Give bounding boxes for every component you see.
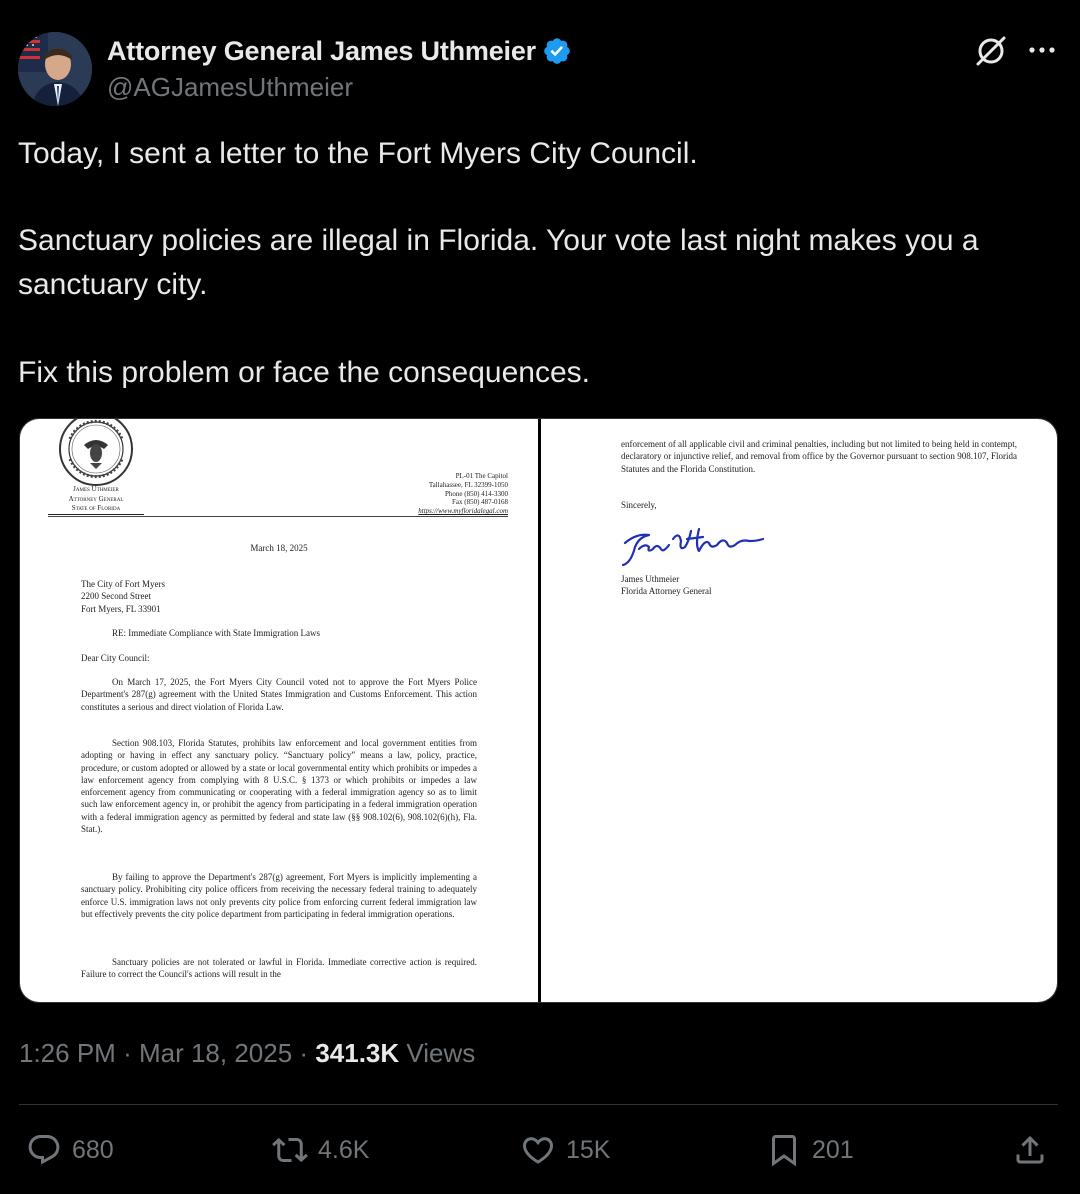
bookmark-count: 201 bbox=[812, 1135, 854, 1164]
repost-icon bbox=[272, 1132, 308, 1168]
reply-count: 680 bbox=[72, 1135, 114, 1164]
avatar[interactable] bbox=[18, 32, 92, 106]
repost-button[interactable] bbox=[272, 1128, 369, 1172]
letter-paragraph: By failing to approve the Department's 287(g) agreement, Fort Myers is implicitly implementing a sanctuary policy. Prohibiting city police officers from receiving the necessary federal training to adequately enforce U.S. immigration laws not only prevents city police from enforcing current federal immigration law but effectively prevents the city police department from participating in federal immigration operations. bbox=[81, 872, 477, 919]
author-name[interactable]: Attorney General James Uthmeier bbox=[107, 35, 536, 66]
repost-count: 4.6K bbox=[318, 1135, 370, 1164]
like-count: 15K bbox=[566, 1135, 611, 1164]
letter-recipient: The City of Fort Myers 2200 Second Street Fort Myers, FL 33901 bbox=[81, 579, 165, 614]
tweet-paragraph: Fix this problem or face the consequences. bbox=[18, 356, 590, 389]
bookmark-icon bbox=[766, 1132, 802, 1168]
more-icon[interactable] bbox=[1022, 30, 1062, 70]
letter-paragraph: On March 17, 2025, the Fort Myers City Council voted not to approve the Fort Myers Police Department's 287(g) agreement with the United States Immigration and Customs Enforcement. This action constitutes a serious and direct violation of Florida Law. bbox=[81, 677, 477, 712]
letter-closing: Sincerely, bbox=[621, 500, 657, 510]
verified-badge-icon bbox=[542, 36, 572, 66]
letter-subject: RE: Immediate Compliance with State Immigration Laws bbox=[112, 628, 320, 638]
letter-signer: James Uthmeier Florida Attorney General bbox=[621, 574, 712, 597]
bookmark-button[interactable] bbox=[766, 1128, 854, 1172]
tweet-time[interactable]: 1:26 PM bbox=[19, 1038, 116, 1068]
views-label: Views bbox=[406, 1038, 476, 1068]
author-handle[interactable]: @AGJamesUthmeier bbox=[107, 72, 354, 102]
letter-date: March 18, 2025 bbox=[250, 543, 308, 553]
tweet-paragraph: Today, I sent a letter to the Fort Myers City Council. bbox=[18, 137, 698, 170]
tweet-media[interactable] bbox=[19, 418, 1058, 1003]
share-icon bbox=[1012, 1132, 1048, 1168]
letter-page-2[interactable] bbox=[541, 419, 1058, 1002]
letter-salutation: Dear City Council: bbox=[81, 653, 150, 663]
letter-paragraph: enforcement of all applicable civil and criminal penalties, including but not limited to being held in contempt, declaratory or injunctive relief, and removal from office by the Governor pursuant to section 908.107, Florida Statutes and the Florida Constitution. bbox=[621, 439, 1017, 474]
tweet-date[interactable]: Mar 18, 2025 bbox=[138, 1038, 293, 1068]
tweet-meta: 1:26 PM · Mar 18, 2025 · 341.3K Views bbox=[19, 1038, 476, 1068]
like-button[interactable] bbox=[520, 1128, 610, 1172]
heart-icon bbox=[520, 1132, 556, 1168]
letterhead-address: PL-01 The Capitol Tallahassee, FL 32399-1050 Phone (850) 414-3300 Fax (850) 487-0168 https://www.myfloridalegal.com bbox=[418, 472, 508, 516]
letterhead-agency: James Uthmeier Attorney General State of Florida bbox=[48, 485, 144, 515]
grok-icon[interactable] bbox=[972, 32, 1010, 70]
letter-page-1[interactable] bbox=[20, 419, 538, 1002]
views-count: 341.3K bbox=[315, 1038, 400, 1068]
signature-image bbox=[619, 519, 769, 575]
divider bbox=[19, 1104, 1058, 1105]
reply-icon bbox=[26, 1132, 62, 1168]
tweet-paragraph: Sanctuary policies are illegal in Florida. Your vote last night makes you a sanctuary city. bbox=[18, 224, 979, 301]
reply-button[interactable] bbox=[26, 1128, 114, 1172]
letter-paragraph: Sanctuary policies are not tolerated or lawful in Florida. Immediate corrective action is required. Failure to correct the Council's actions will result in the bbox=[81, 957, 477, 980]
share-button[interactable] bbox=[1012, 1128, 1048, 1172]
state-seal-icon bbox=[56, 418, 136, 489]
letterhead-divider bbox=[48, 516, 508, 517]
letter-paragraph: Section 908.103, Florida Statutes, prohibits law enforcement and local government entities from adopting or having in effect any sanctuary policy. “Sanctuary policy” means a law, policy, practice, procedure, or custom adopted or allowed by a state or local governmental entity which prohibits or impedes a law enforcement agency from complying with 8 U.S.C. § 1373 or which prohibits or impedes a law enforcement agency from communicating or cooperating with a federal immigration agency so as to limit such law enforcement agency in, or prohibit the agency from participating in a federal immigration operation with a federal immigration agency as permitted by federal and state law (§§ 908.102(6), 908.102(6)(h), Fla. Stat.). bbox=[81, 738, 477, 835]
